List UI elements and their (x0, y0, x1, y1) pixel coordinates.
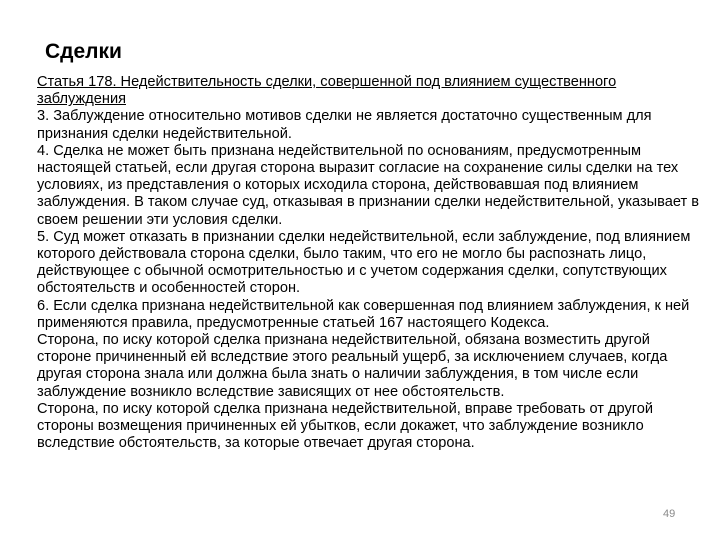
paragraph-item-3: 3. Заблуждение относительно мотивов сделки не является достаточно существенным для признания сделки недействительной. (37, 108, 652, 142)
page-number: 49 (663, 508, 676, 520)
paragraph-losses: Сторона, по иску которой сделка признана недействительной, вправе требовать от другой стороны возмещения причиненных ей убытков, если докажет, что заблуждение возникло вследствие обстоятельств, за которые отвечает другая сторона. (37, 400, 654, 452)
article-heading: Статья 178. Недействительность сделки, совершенной под влиянием существенного заблуждения (37, 74, 617, 108)
paragraph-item-4: 4. Сделка не может быть признана недействительной по основаниям, предусмотренным настоящей статьей, если другая сторона выразит согласие на сохранение силы сделки на тех условиях, из представления о которых исходила сторона, действовавшая под влиянием заблуждения. В таком случае суд, отказывая в признании сделки недействительной, указывает в своем решении эти условия сделки. (37, 142, 700, 228)
paragraph-item-5: 5. Суд может отказать в признании сделки недействительной, если заблуждение, под влиянием которого действовала сторона сделки, было таким, что его не могло бы распознать лицо, действующее с обычной осмотрительностью и с учетом содержания сделки, сопутствующих обстоятельств и особенностей сторон. (37, 228, 691, 297)
slide-body (37, 74, 705, 452)
paragraph-damages: Сторона, по иску которой сделка признана недействительной, обязана возместить другой стороне причиненный ей вследствие этого реальный ущерб, за исключением случаев, когда другая сторона знала или должна была знать о наличии заблуждения, в том числе если заблуждение возникло вследствие зависящих от нее обстоятельств. (37, 332, 668, 400)
paragraph-item-6: 6. Если сделка признана недействительной как совершенная под влиянием заблуждения, к ней применяются правила, предусмотренные статьей 167 настоящего Кодекса. (37, 297, 690, 331)
slide-title: Сделки (45, 40, 122, 63)
